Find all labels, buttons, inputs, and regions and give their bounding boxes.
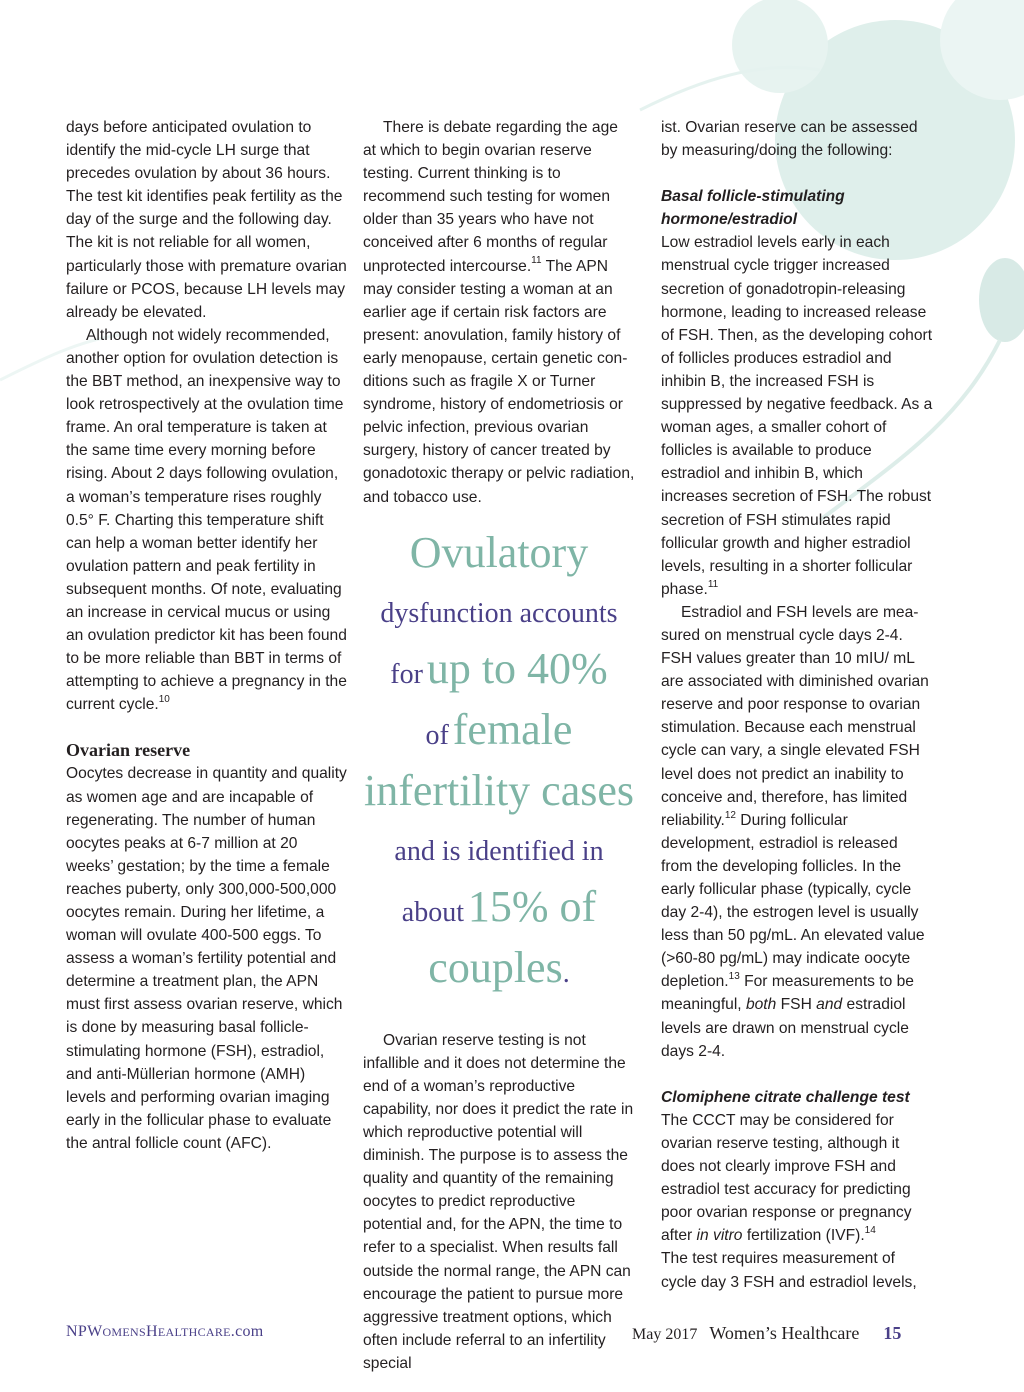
paragraph: The test requires measurement of cycle day 3 FSH and estradiol levels, (661, 1250, 917, 1291)
paragraph: Estradiol and FSH levels are measured on menstrual cycle days 2-4. FSH values greater than 10 mIU/ mL are associated with diminished ovarian reserve and poor response to ovarian stimulation. Because each menstrual cycle can vary, a single elevated FSH level does not predict an inability to conceive and, therefore, has limited reliability.$^{12}$ During follicular development, estradiol is released from the developing follicles. In the early follicular phase (typically, cycle day 2-4), the estrogen level is usually less than 50 pg/mL. An elevated value (>60-80 pg/mL) may indicate oocyte depletion.$^{13}$ For measurements to be meaningful, both FSH and estradiol levels are drawn on menstrual cycle days 2-4. (661, 603, 929, 1060)
reference-number: 12 (724, 809, 736, 821)
pull-quote: Ovulatory dysfunction accounts for up to 40% of female infertility cases and is identified in about 15% of couples. (363, 527, 634, 992)
footer-issue (632, 1323, 901, 1344)
paragraph: Ovarian reserve testing is not infallible and it does not determine the end of a woman’s reproductive capability, nor does it predict the rate in which reproductive potential will diminish. The purpose is to assess the quality and quantity of the remaining oocytes to predict reproductive potential and, for the APN, the time to refer to a specialist. When results fall outside the normal range, the APN can encourage the patient to pursue more aggressive treatment options, which often include referral to an infertility special (363, 1031, 634, 1372)
reference-number: 11 (531, 255, 542, 267)
page-number: 15 (883, 1323, 902, 1343)
section-heading-ovarian-reserve: Ovarian reserve (66, 740, 191, 761)
paragraph: The CCCT may be considered for ovarian reserve testing, although it does not clearly improve FSH and estradiol test accuracy for predicting poor ovarian response or pregnancy after in vitro fertilization (IVF).$^{14}$ (661, 1111, 912, 1245)
decorative-cell-small (732, 0, 828, 93)
subheading-clomiphene: Clomiphene citrate challenge test (661, 1088, 910, 1106)
paragraph: Low estradiol levels early in each menstrual cycle trigger increased secretion of gonadotropin-releasing hormone, leading to increased release of FSH. Then, as the developing cohort of follicles produces estradiol and inhibin B, the increased FSH is suppressed by negative feedback. As a woman ages, a smaller cohort of follicles is available to produce estradiol and inhibin B, which increases secretion of FSH. The robust secretion of FSH stimulates rapid follicular growth and higher estradiol levels, resulting in a shorter follicular phase.$^{11}$ (661, 234, 933, 598)
paragraph: ist. Ovarian reserve can be assessed by measuring/doing the following: (661, 119, 918, 160)
issue-date: May 2017 (632, 1326, 698, 1343)
reference-number: 13 (728, 971, 740, 983)
decorative-sperm-head (979, 258, 1024, 342)
reference-number: 11 (707, 578, 719, 590)
text-column-3 (661, 116, 933, 1294)
paragraph: Oocytes decrease in quantity and quality as women age and are incapable of regenerating. The number of human oocytes peaks at 6-7 million at 20 weeks’ gestation; by the time a female reaches puberty, only 300,000-500,000 oocytes remain. During her lifetime, a woman will ovulate 400-500 eggs. To assess a woman’s fertility potential and determine a treatment plan, the APN must first assess ovarian reserve, which is done by measuring basal follicle-stimulating hormone (FSH), estradiol, and anti-Müllerian hormone (AMH) levels and performing ovarian imaging early in the follicular phase to evaluate the antral follicle count (AFC). (66, 765, 347, 1152)
footer-website: NPWOMENSHEALTHCARE.com (66, 1323, 264, 1340)
paragraph: Although not widely recommended, another option for ovulation detection is the BBT method, an inexpensive way to look retrospectively at the ovulation time frame. An oral temperature is taken at the same time every morning before rising. About 2 days following ovulation, a woman’s temperature rises roughly 0.5° F. Charting this temperature shift can help a woman better identify her ovulation pattern and peak fertility in subsequent months. Of note, evaluating an increase in cervical mucus or using an ovulation predictor kit has been found to be more reliable than BBT in terms of attempting to achieve a pregnancy in the current cycle.$^{10}$ (66, 326, 347, 714)
journal-title: Women’s Healthcare (709, 1323, 860, 1343)
reference-number: 14 (864, 1225, 876, 1237)
subheading-basal-fsh: Basal follicle-stimulating hormone/estradiol (661, 188, 845, 229)
reference-number: 10 (158, 694, 170, 706)
text-column-2 (363, 116, 635, 1375)
paragraph: days before anticipated ovulation to identify the mid-cycle LH surge that precedes ovulation by about 36 hours. The test kit identifies peak fertility as the day of the surge and the following day. The kit is not reliable for all women, particularly those with premature ovarian failure or PCOS, because LH levels may already be elevated. (66, 119, 347, 321)
text-column-1 (66, 116, 348, 1155)
paragraph: There is debate regarding the age at which to begin ovarian reserve testing. Current thinking is to recommend such testing for women older than 35 years who have not conceived after 6 months of regular unprotected intercourse.$^{11}$ The APN may consider testing a woman at an earlier age if certain risk factors are present: anovulation, family history of early menopause, certain genetic conditions such as fragile X or Turner syndrome, history of endometriosis or pelvic infection, previous ovarian surgery, history of cancer treated by gonadotoxic therapy or pelvic radiation, and tobacco use. (363, 119, 635, 506)
